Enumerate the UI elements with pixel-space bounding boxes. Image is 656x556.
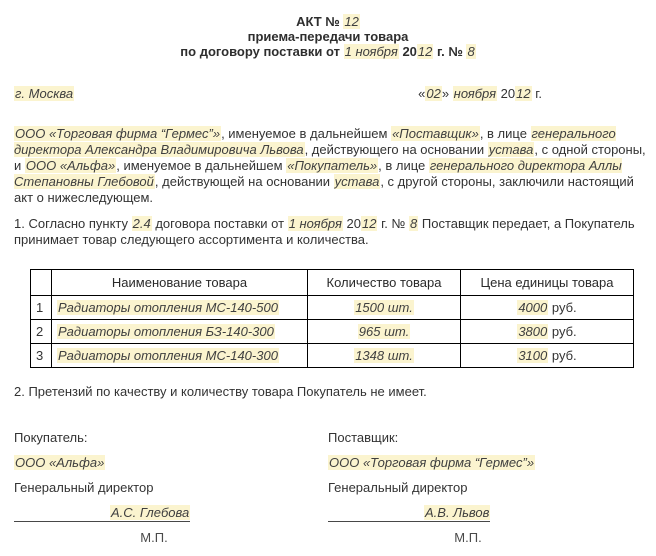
supplier-signature-block xyxy=(328,431,642,556)
field-product-name: Радиаторы отопления БЗ-140-300 xyxy=(58,324,274,339)
text-segment: , в лице xyxy=(378,158,429,173)
cell-unit-price xyxy=(461,344,634,368)
text-segment: , именуемое в дальнейшем xyxy=(221,126,392,141)
cell-product-name xyxy=(52,344,308,368)
field-contract-number: 8 xyxy=(467,44,475,59)
clause-1-paragraph xyxy=(14,216,646,248)
doc-title-prefix: АКТ № xyxy=(296,14,344,29)
text-segment: , именуемое в дальнейшем xyxy=(116,158,287,173)
field-date-year: 12 xyxy=(516,86,531,101)
text-segment: договора поставки от xyxy=(151,216,288,231)
supplier-signature-row xyxy=(328,506,642,519)
field-buyer-company: ООО «Альфа» xyxy=(25,158,116,173)
cell-product-name xyxy=(52,320,308,344)
field-date-day: 02 xyxy=(426,86,441,101)
buyer-label: Покупатель: xyxy=(14,430,88,445)
field-buyer-director: генерального директора Аллы Степановны Глебовой xyxy=(14,158,622,189)
city-date-row xyxy=(14,86,642,101)
field-contract-date: 1 ноября xyxy=(344,44,398,59)
currency-label: руб. xyxy=(548,348,577,363)
field-buyer-signatory-name: А.С. Глебова xyxy=(111,505,190,520)
field-contract-date-2: 1 ноября xyxy=(288,216,342,231)
text-segment: , действующего на основании xyxy=(304,142,488,157)
field-contract-clause: 2.4 xyxy=(132,216,151,231)
currency-label: руб. xyxy=(548,324,577,339)
buyer-signature-block xyxy=(14,431,328,556)
date-suffix: г. xyxy=(531,86,542,101)
text-segment: , с другой стороны, заключили настоящий акт о нижеследующем. xyxy=(14,174,634,205)
date-century: 20 xyxy=(497,86,516,101)
text-segment: 1. Согласно пункту xyxy=(14,216,132,231)
field-buyer-term: «Покупатель» xyxy=(287,158,378,173)
field-unit-price: 3800 xyxy=(518,324,548,339)
supplier-stamp-placeholder: М.П. xyxy=(454,530,482,545)
buyer-role: Генеральный директор xyxy=(14,480,154,495)
supplier-company xyxy=(328,456,642,469)
buyer-signature-row xyxy=(14,506,328,519)
doc-title-line2: приема-передачи товара xyxy=(247,29,409,44)
field-supplier-basis: устава xyxy=(488,142,534,157)
field-unit-price: 3100 xyxy=(518,348,548,363)
cell-row-number: 2 xyxy=(31,320,52,344)
doc-title-line3 xyxy=(14,44,642,59)
field-contract-year: 12 xyxy=(417,44,433,59)
header-quantity: Количество товара xyxy=(308,270,461,296)
field-contract-year-2: 12 xyxy=(362,216,377,231)
contract-number-label: г. № xyxy=(433,44,467,59)
table-row xyxy=(31,344,634,368)
cell-unit-price xyxy=(461,320,634,344)
cell-row-number: 3 xyxy=(31,344,52,368)
text-segment: г. № xyxy=(377,216,410,231)
field-buyer-company-name: ООО «Альфа» xyxy=(15,455,105,470)
cell-unit-price xyxy=(461,296,634,320)
supplier-label: Поставщик: xyxy=(328,430,399,445)
field-act-number: 12 xyxy=(344,14,359,29)
text-segment: , в лице xyxy=(479,126,531,141)
table-header-row xyxy=(31,270,634,296)
cell-quantity xyxy=(308,344,461,368)
buyer-company xyxy=(14,456,328,469)
field-buyer-basis: устава xyxy=(334,174,380,189)
cell-quantity xyxy=(308,296,461,320)
field-contract-number-2: 8 xyxy=(410,216,418,231)
table-row xyxy=(31,296,634,320)
buyer-stamp-placeholder: М.П. xyxy=(140,530,168,545)
cell-row-number: 1 xyxy=(31,296,52,320)
supplier-role: Генеральный директор xyxy=(328,480,468,495)
field-supplier-signatory-name: А.В. Львов xyxy=(425,505,490,520)
doc-title xyxy=(14,14,642,59)
field-supplier-company-name: ООО «Торговая фирма “Гермес”» xyxy=(329,455,535,470)
header-unit-price: Цена единицы товара xyxy=(461,270,634,296)
text-segment: Поставщик передает, а Покупатель принимает товар следующего ассортимента и количества. xyxy=(14,216,635,247)
field-product-name: Радиаторы отопления МС-140-500 xyxy=(58,300,278,315)
field-quantity: 1348 шт. xyxy=(355,348,413,363)
date-open-quote: « xyxy=(418,86,426,101)
table-row xyxy=(31,320,634,344)
text-segment: 20 xyxy=(342,216,361,231)
field-product-name: Радиаторы отопления МС-140-300 xyxy=(58,348,278,363)
supplier-signature-line xyxy=(328,506,490,522)
cell-quantity xyxy=(308,320,461,344)
field-unit-price: 4000 xyxy=(518,300,548,315)
field-supplier-company: ООО «Торговая фирма “Гермес”» xyxy=(15,126,221,141)
document-date xyxy=(418,86,542,101)
preamble-paragraph xyxy=(14,126,646,206)
field-quantity: 965 шт. xyxy=(358,324,410,339)
field-city: г. Москва xyxy=(15,86,74,101)
text-segment: , действующей на основании xyxy=(154,174,334,189)
field-supplier-term: «Поставщик» xyxy=(392,126,479,141)
currency-label: руб. xyxy=(548,300,577,315)
doc-title-line1 xyxy=(14,14,642,29)
field-date-month: ноября xyxy=(453,86,497,101)
field-supplier-director: генерального директора Александра Владимировича Львова xyxy=(14,126,616,157)
clause-2-paragraph: 2. Претензий по качеству и количеству товара Покупатель не имеет. xyxy=(14,384,427,399)
contract-text: по договору поставки от xyxy=(180,44,344,59)
signatures-area xyxy=(14,431,642,556)
cell-product-name xyxy=(52,296,308,320)
contract-century: 20 xyxy=(398,44,417,59)
field-quantity: 1500 шт. xyxy=(355,300,413,315)
header-product-name: Наименование товара xyxy=(52,270,308,296)
header-row-number xyxy=(31,270,52,296)
goods-table xyxy=(30,269,634,368)
date-close-quote: » xyxy=(441,86,453,101)
buyer-signature-line xyxy=(14,506,190,522)
text-segment: , с одной стороны, и xyxy=(14,142,646,173)
